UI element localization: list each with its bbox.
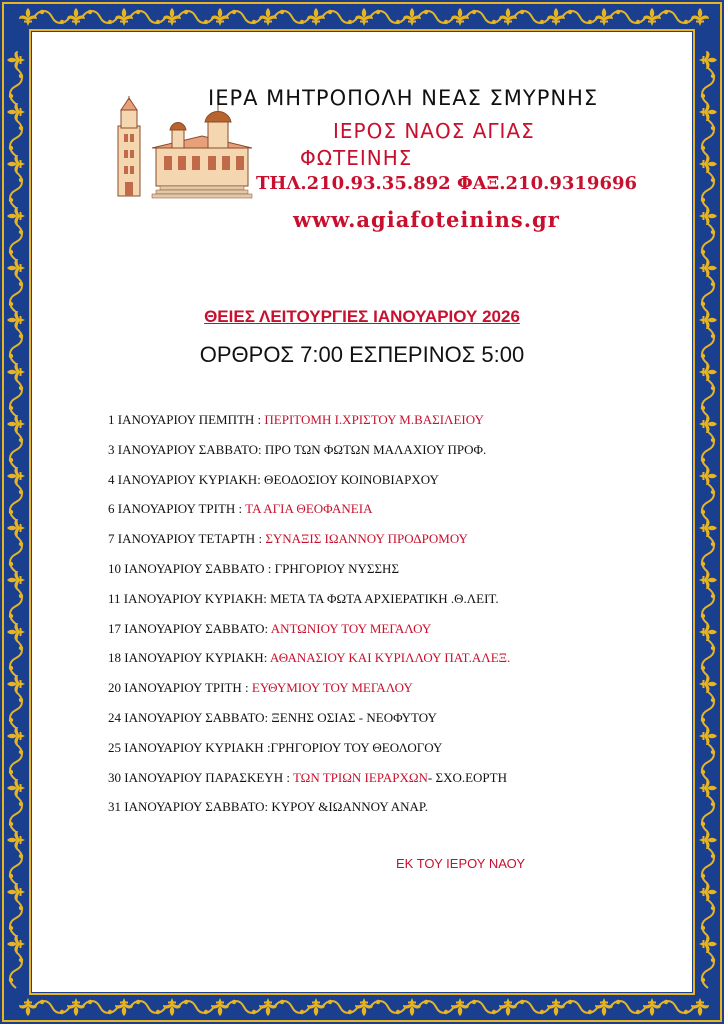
schedule-note: - ΣΧΟ.ΕΟΡΤΗ: [427, 769, 507, 785]
schedule-date: 24 ΙΑΝΟΥΑΡΙΟΥ ΣΑΒΒΑΤΟ: ΞΕΝΗΣ ΟΣΙΑΣ - ΝΕΟΦΥΤΟΥ: [108, 709, 437, 725]
schedule-date: 25 ΙΑΝΟΥΑΡΙΟΥ ΚΥΡΙΑΚΗ :ΓΡΗΓΟΡΙΟΥ ΤΟΥ ΘΕΟΛΟΓΟΥ: [108, 739, 443, 755]
list-item: [108, 740, 510, 770]
schedule-feast: ΤΑ ΑΓΙΑ ΘΕΟΦΑΝΕΙΑ: [245, 501, 373, 517]
page-title: ΘΕΙΕΣ ΛΕΙΤΟΥΡΓΙΕΣ ΙΑΝΟΥΑΡΙΟΥ 2026: [204, 307, 520, 326]
schedule-feast: ΑΘΑΝΑΣΙΟΥ ΚΑΙ ΚΥΡΙΛΛΟΥ ΠΑΤ.ΑΛΕΞ.: [269, 650, 511, 666]
schedule-list: [108, 412, 510, 829]
schedule-feast: ΤΩΝ ΤΡΙΩΝ ΙΕΡΑΡΧΩΝ: [292, 769, 428, 785]
list-item: [108, 770, 510, 800]
schedule-date: 6 ΙΑΝΟΥΑΡΙΟΥ ΤΡΙΤΗ :: [108, 501, 246, 517]
schedule-date: 31 ΙΑΝΟΥΑΡΙΟΥ ΣΑΒΒΑΤΟ: ΚΥΡΟΥ &ΙΩΑΝΝΟΥ ΑΝΑΡ.: [108, 799, 428, 815]
schedule-date: 1 ΙΑΝΟΥΑΡΙΟΥ ΠΕΜΠΤΗ :: [108, 412, 265, 427]
list-item: [108, 650, 510, 680]
schedule-date: 30 ΙΑΝΟΥΑΡΙΟΥ ΠΑΡΑΣΚΕΥΗ :: [108, 769, 293, 785]
schedule-feast: ΑΝΤΩΝΙΟΥ ΤΟΥ ΜΕΓΑΛΟΥ: [270, 620, 432, 636]
church-name-line-2: ΦΩΤΕΙΝΗΣ: [300, 146, 413, 170]
list-item: [108, 621, 510, 651]
schedule-date: 20 ΙΑΝΟΥΑΡΙΟΥ ΤΡΙΤΗ :: [108, 680, 252, 696]
schedule-feast: ΠΕΡΙΤΟΜΗ Ι.ΧΡΙΣΤΟΥ Μ.ΒΑΣΙΛΕΙΟΥ: [264, 412, 484, 427]
schedule-feast: ΣΥΝΑΞΙΣ ΙΩΑΝΝΟΥ ΠΡΟΔΡΟΜΟΥ: [265, 531, 468, 547]
website-link[interactable]: www.agiafoteinins.gr: [293, 207, 560, 232]
schedule-date: 17 ΙΑΝΟΥΑΡΙΟΥ ΣΑΒΒΑΤΟ:: [108, 620, 271, 636]
schedule-date: 3 ΙΑΝΟΥΑΡΙΟΥ ΣΑΒΒΑΤΟ: ΠΡΟ ΤΩΝ ΦΩΤΩΝ ΜΑΛΑΧΙΟΥ ΠΡΟΦ.: [108, 441, 487, 457]
list-item: [108, 710, 510, 740]
list-item: [108, 412, 510, 442]
church-with-bell-tower-icon: [112, 96, 262, 200]
list-item: [108, 591, 510, 621]
contact-phone-fax: ΤΗΛ.210.93.35.892 ΦΑΞ.210.9319696: [256, 173, 638, 194]
church-name-line-1: ΙΕΡΟΣ ΝΑΟΣ ΑΓΙΑΣ: [333, 119, 535, 143]
schedule-date: 10 ΙΑΝΟΥΑΡΙΟΥ ΣΑΒΒΑΤΟ : ΓΡΗΓΟΡΙΟΥ ΝΥΣΣΗΣ: [108, 560, 400, 576]
list-item: [108, 442, 510, 472]
list-item: [108, 561, 510, 591]
schedule-feast: ΕΥΘΥΜΙΟΥ ΤΟΥ ΜΕΓΑΛΟΥ: [251, 680, 413, 696]
footer-signature: ΕΚ ΤΟΥ ΙΕΡΟΥ ΝΑΟΥ: [396, 856, 526, 871]
service-times: ΟΡΘΡΟΣ 7:00 ΕΣΠΕΡΙΝΟΣ 5:00: [199, 342, 525, 367]
list-item: [108, 531, 510, 561]
list-item: [108, 501, 510, 531]
list-item: [108, 472, 510, 502]
list-item: [108, 680, 510, 710]
metropolis-name: ΙΕΡΑ ΜΗΤΡΟΠΟΛΗ ΝΕΑΣ ΣΜΥΡΝΗΣ: [208, 86, 599, 110]
schedule-date: 11 ΙΑΝΟΥΑΡΙΟΥ ΚΥΡΙΑΚΗ: ΜΕΤΑ ΤΑ ΦΩΤΑ ΑΡΧΙΕΡΑΤΙΚΗ .Θ.ΛΕΙΤ.: [108, 590, 499, 606]
list-item: [108, 799, 510, 829]
schedule-date: 4 ΙΑΝΟΥΑΡΙΟΥ ΚΥΡΙΑΚΗ: ΘΕΟΔΟΣΙΟΥ ΚΟΙΝΟΒΙΑΡΧΟΥ: [108, 471, 439, 487]
schedule-date: 18 ΙΑΝΟΥΑΡΙΟΥ ΚΥΡΙΑΚΗ:: [108, 650, 270, 666]
schedule-date: 7 ΙΑΝΟΥΑΡΙΟΥ ΤΕΤΑΡΤΗ :: [108, 531, 266, 547]
